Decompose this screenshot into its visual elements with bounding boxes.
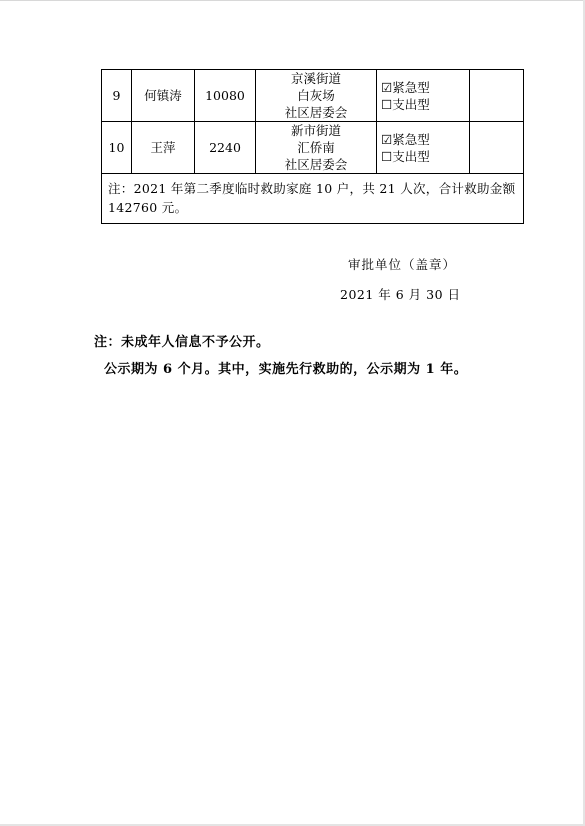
recipient-name: 何镇涛 bbox=[132, 70, 195, 122]
row-number: 10 bbox=[102, 122, 132, 174]
address-line: 京溪街道 bbox=[290, 71, 341, 86]
table-row bbox=[102, 70, 524, 122]
approval-date: 2021 年 6 月 30 日 bbox=[340, 287, 461, 302]
type-emergency-checked: ☑紧急型 bbox=[381, 79, 430, 95]
relief-type-cell bbox=[377, 70, 470, 122]
relief-type-cell bbox=[377, 122, 470, 174]
row-number: 9 bbox=[102, 70, 132, 122]
address-line: 社区居委会 bbox=[284, 105, 348, 120]
address-line: 汇侨南 bbox=[297, 140, 335, 155]
footnote-minor-privacy: 注：未成年人信息不予公开。 bbox=[94, 335, 270, 350]
relief-amount: 10080 bbox=[195, 70, 256, 122]
approval-unit-label: 审批单位（盖章） bbox=[348, 257, 457, 272]
extra-cell bbox=[470, 122, 524, 174]
page-edge-top bbox=[0, 0, 585, 1]
table-summary-note: 注：2021 年第二季度临时救助家庭 10 户，共 21 人次，合计救助金额 142760 元。 bbox=[102, 174, 524, 224]
address-line: 社区居委会 bbox=[284, 157, 348, 172]
recipient-name: 王萍 bbox=[132, 122, 195, 174]
table-row bbox=[102, 122, 524, 174]
address-cell bbox=[256, 122, 377, 174]
address-line: 新市街道 bbox=[290, 123, 341, 138]
table-note-row bbox=[102, 174, 524, 224]
relief-table bbox=[101, 69, 524, 224]
relief-amount: 2240 bbox=[195, 122, 256, 174]
type-expense-unchecked: ☐支出型 bbox=[381, 148, 430, 164]
address-line: 白灰场 bbox=[297, 88, 335, 103]
type-emergency-checked: ☑紧急型 bbox=[381, 131, 430, 147]
type-expense-unchecked: ☐支出型 bbox=[381, 96, 430, 112]
address-cell bbox=[256, 70, 377, 122]
footnote-publicity-period: 公示期为 6 个月。其中，实施先行救助的，公示期为 1 年。 bbox=[104, 362, 468, 377]
extra-cell bbox=[470, 70, 524, 122]
